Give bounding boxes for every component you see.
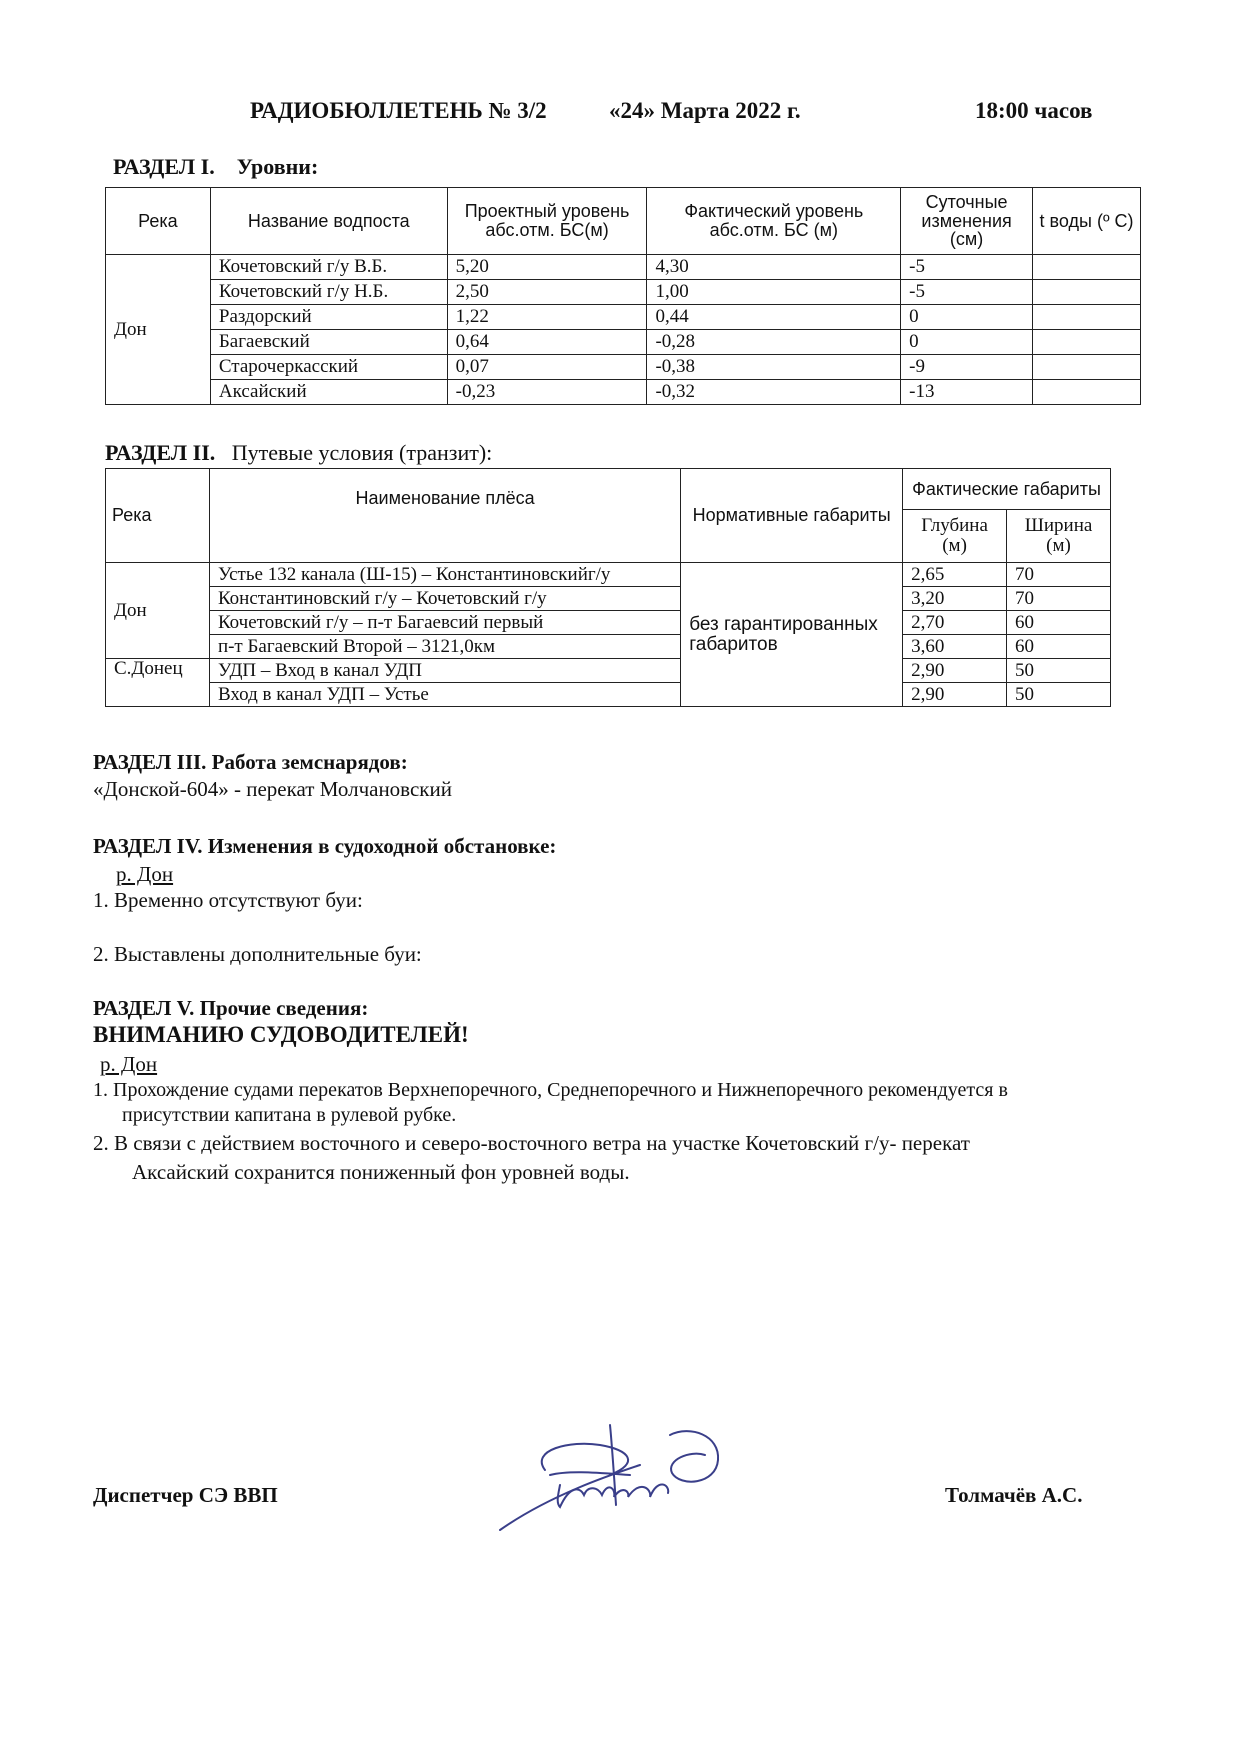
temp-cell: [1033, 280, 1141, 305]
actual-cell: 4,30: [647, 255, 901, 280]
section5-item-2-line-2: Аксайский сохранится пониженный фон уровней воды.: [132, 1160, 630, 1184]
section4-river: р. Дон: [116, 862, 174, 886]
bulletin-time: 18:00 часов: [975, 98, 1093, 123]
norm-cell: без гарантированных габаритов: [681, 563, 903, 707]
width-cell: 60: [1007, 611, 1111, 635]
depth-cell: 2,90: [903, 683, 1007, 707]
width-cell: 70: [1007, 587, 1111, 611]
project-cell: 1,22: [447, 305, 647, 330]
river-cell: Дон: [106, 255, 211, 405]
temp-cell: [1033, 330, 1141, 355]
project-cell: 2,50: [447, 280, 647, 305]
table-row: [106, 255, 1141, 280]
reach-cell: Константиновский г/у – Кочетовский г/у: [209, 587, 680, 611]
river-cell: Дон: [106, 563, 210, 659]
attention-heading: ВНИМАНИЮ СУДОВОДИТЕЛЕЙ!: [93, 1022, 469, 1047]
temp-cell: [1033, 305, 1141, 330]
section5-river: р. Дон: [100, 1052, 158, 1076]
change-cell: -5: [901, 255, 1033, 280]
table-row: [106, 611, 1111, 635]
depth-cell: 3,20: [903, 587, 1007, 611]
handwritten-signature: [490, 1415, 760, 1545]
col-reach: Наименование плёса: [209, 469, 680, 563]
section4-title: РАЗДЕЛ IV. Изменения в судоходной обстановке:: [93, 834, 557, 858]
levels-header-row: [106, 188, 1141, 255]
levels-table: [105, 187, 1141, 405]
signature-name: Толмачёв А.С.: [945, 1483, 1083, 1507]
actual-cell: -0,38: [647, 355, 901, 380]
change-cell: 0: [901, 305, 1033, 330]
section1-label: РАЗДЕЛ I.: [113, 154, 215, 179]
transit-header-row: [106, 469, 1111, 510]
section2-label: РАЗДЕЛ II.: [105, 440, 216, 465]
project-cell: 0,07: [447, 355, 647, 380]
change-cell: -9: [901, 355, 1033, 380]
project-cell: 0,64: [447, 330, 647, 355]
section5-item-1-line-2: присутствии капитана в рулевой рубке.: [122, 1104, 457, 1126]
post-cell: Аксайский: [210, 380, 447, 405]
temp-cell: [1033, 380, 1141, 405]
width-cell: 60: [1007, 635, 1111, 659]
depth-cell: 2,90: [903, 659, 1007, 683]
section5-item-1-line-1: 1. Прохождение судами перекатов Верхнепоречного, Среднепоречного и Нижнепоречного рекомендуется в: [93, 1079, 1008, 1101]
reach-cell: Кочетовский г/у – п-т Багаевсий первый: [209, 611, 680, 635]
section4-item-2: 2. Выставлены дополнительные буи:: [93, 942, 422, 966]
change-cell: 0: [901, 330, 1033, 355]
table-row: [106, 305, 1141, 330]
section4-item-1: 1. Временно отсутствуют буи:: [93, 888, 363, 912]
table-row: [106, 563, 1111, 587]
depth-cell: 2,70: [903, 611, 1007, 635]
temp-cell: [1033, 255, 1141, 280]
col-norm: Нормативные габариты: [681, 469, 903, 563]
reach-cell: п-т Багаевский Второй – 3121,0км: [209, 635, 680, 659]
actual-cell: -0,28: [647, 330, 901, 355]
actual-cell: 1,00: [647, 280, 901, 305]
table-row: [106, 587, 1111, 611]
table-row: [106, 330, 1141, 355]
table-row: [106, 659, 1111, 683]
change-cell: -5: [901, 280, 1033, 305]
table-row: [106, 380, 1141, 405]
table-row: [106, 355, 1141, 380]
bulletin-title: РАДИОБЮЛЛЕТЕНЬ № 3/2: [250, 98, 547, 123]
signature-position: Диспетчер СЭ ВВП: [93, 1483, 278, 1507]
section3-text: «Донской-604» - перекат Молчановский: [93, 777, 452, 801]
project-cell: -0,23: [447, 380, 647, 405]
section5-item-2-line-1: 2. В связи с действием восточного и северо-восточного ветра на участке Кочетовский г/у- перекат: [93, 1131, 970, 1155]
col-project-level: Проектный уровень абс.отм. БС(м): [447, 188, 647, 255]
col-river: Река: [106, 469, 210, 563]
col-depth: Глубина (м): [903, 510, 1007, 563]
actual-cell: -0,32: [647, 380, 901, 405]
change-cell: -13: [901, 380, 1033, 405]
section2-heading: [105, 440, 492, 466]
post-cell: Раздорский: [210, 305, 447, 330]
post-cell: Кочетовский г/у В.Б.: [210, 255, 447, 280]
actual-cell: 0,44: [647, 305, 901, 330]
col-actual-level: Фактический уровень абс.отм. БС (м): [647, 188, 901, 255]
reach-cell: Вход в канал УДП – Устье: [209, 683, 680, 707]
table-row: [106, 280, 1141, 305]
section1-heading: [113, 154, 318, 180]
col-daily-change: Суточные изменения (см): [901, 188, 1033, 255]
post-cell: Багаевский: [210, 330, 447, 355]
temp-cell: [1033, 355, 1141, 380]
section3-title: РАЗДЕЛ III. Работа земснарядов:: [93, 750, 408, 774]
col-actual-dims: Фактические габариты: [903, 469, 1111, 510]
table-row: [106, 635, 1111, 659]
project-cell: 5,20: [447, 255, 647, 280]
depth-cell: 2,65: [903, 563, 1007, 587]
reach-cell: Устье 132 канала (Ш-15) – Константиновскийг/у: [209, 563, 680, 587]
post-cell: Старочеркасский: [210, 355, 447, 380]
section5-title: РАЗДЕЛ V. Прочие сведения:: [93, 996, 369, 1020]
bulletin-date: «24» Марта 2022 г.: [609, 98, 801, 123]
col-river: Река: [106, 188, 211, 255]
section2-title: Путевые условия (транзит):: [231, 440, 493, 465]
post-cell: Кочетовский г/у Н.Б.: [210, 280, 447, 305]
section1-title: Уровни:: [236, 154, 319, 179]
river-cell: С.Донец: [106, 659, 210, 707]
width-cell: 50: [1007, 683, 1111, 707]
table-row: [106, 683, 1111, 707]
depth-cell: 3,60: [903, 635, 1007, 659]
reach-cell: УДП – Вход в канал УДП: [209, 659, 680, 683]
col-water-temp: t воды (º С): [1033, 188, 1141, 255]
transit-table: [105, 468, 1111, 707]
width-cell: 50: [1007, 659, 1111, 683]
col-width: Ширина (м): [1007, 510, 1111, 563]
col-post: Название водпоста: [210, 188, 447, 255]
width-cell: 70: [1007, 563, 1111, 587]
